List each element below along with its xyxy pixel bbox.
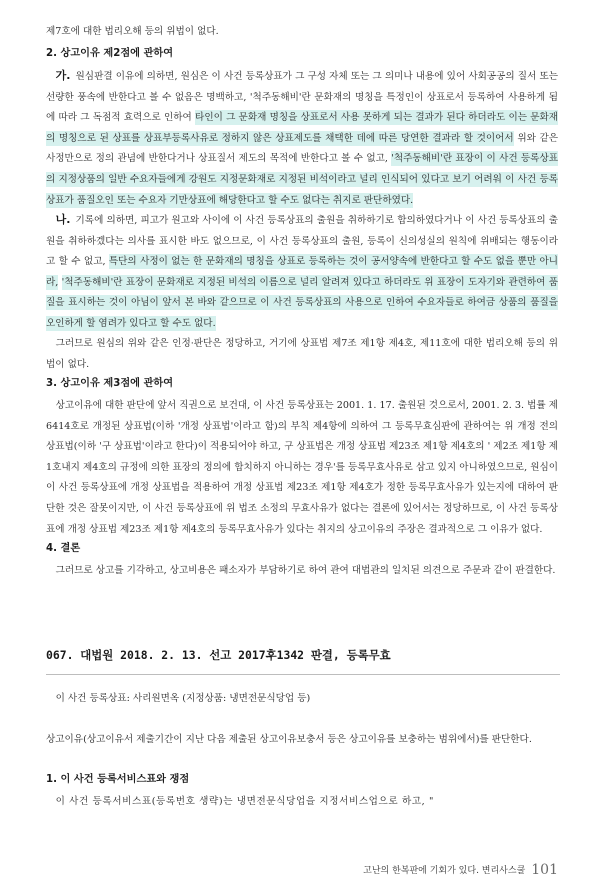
footer-text: 고난의 한복판에 기회가 있다. 변리사스쿨 <box>363 866 526 876</box>
paragraph-ga-text-a: 원심판결 이유에 의하면, 원심은 이 사건 등록상표가 그 구성 자체 또는 그 의미나 내용에 있어 사회공공의 질서 또는 선량한 풍속에 반한다고 볼 수 없음은 명백하고, '척주동해비'란 문화재의 명칭을 특정인이 상표로서 등록하여 사용하게 됨에 따라 그 독점적 효력으로 인하여 <box>46 71 558 124</box>
page-footer <box>363 862 558 878</box>
case-text-last-line: 이 사건 등록서비스표(등록번호 생략)는 냉면전문식당업을 지정서비스업으로 하고, " <box>55 796 434 807</box>
highlighted-passage-1: 타인이 그 문화재 명칭을 상표로서 사용 못하게 되는 결과가 된다 하더라도 이는 문화재의 명칭으로 된 상표를 상표부등록사유로 정하지 않은 상표제도를 채택한 데에 따른 당연한 결과라 할 것이어서 <box>46 112 558 144</box>
sub-heading-1: 1. 이 사건 등록서비스표와 쟁점 <box>46 774 190 785</box>
section-3-heading: 3. 상고이유 제3점에 관하여 <box>46 378 174 389</box>
section-2-conclusion: 그러므로 원심의 위와 같은 인정·판단은 정당하고, 거기에 상표법 제7조 제1항 제4호, 제11호에 대한 법리오해 등의 위법이 없다. <box>46 338 558 370</box>
grounds-intro: 상고이유(상고이유서 제출기간이 지난 다음 제출된 상고이유보충서 등은 상고이유를 보충하는 범위에서)를 판단한다. <box>46 734 532 745</box>
paragraph-ga-marker: 가. <box>55 69 71 82</box>
continued-text: 제7호에 대한 법리오해 등의 위법이 없다. <box>46 26 219 37</box>
case-subject: 이 사건 등록상표: 사리원면옥 (지정상품: 냉면전문식당업 등) <box>55 693 311 704</box>
section-2-heading: 2. 상고이유 제2점에 관하여 <box>46 48 174 59</box>
paragraph-ga-text-b: 위와 같은 사정만으로 정의 관념에 반한다거나 상표질서 제도의 목적에 반한다고 볼 수 없고, <box>46 132 559 165</box>
paragraph-na-text-a: 기록에 의하면, 피고가 원고와 사이에 이 사건 등록상표의 출원을 취하하기로 합의하였다거나 이 사건 등록상표의 출원을 취하하겠다는 의사를 표시한 바도 없으므로, 이 사건 등록상표의 출원, 등록이 신의성실의 원칙에 위배되는 행동이라고 할 수 없고, <box>46 215 558 268</box>
highlighted-passage-3: 특단의 사정이 없는 한 문화재의 명칭을 상표로 등록하는 것이 공서양속에 반한다고 할 수도 없을 뿐만 아니라, <box>46 256 558 288</box>
paragraph-na <box>46 210 558 335</box>
section-4-text: 그러므로 상고를 기각하고, 상고비용은 패소자가 부담하기로 하여 관여 대법관의 일치된 의견으로 주문과 같이 판결한다. <box>55 565 556 576</box>
case-title-divider <box>46 674 560 675</box>
highlighted-passage-2: '척주동해비'란 표장이 이 사건 등록상표의 지정상품의 일반 수요자들에게 강원도 지정문화재로 지정된 비석이라고 널리 인식되어 있다고 보기 어려워 이 사건 등록상표가 품질오인 또는 수요자 기만상표에 해당한다고 할 수도 없다는 취지로 판단하였다. <box>46 153 558 206</box>
section-4-heading: 4. 결론 <box>46 543 81 554</box>
highlighted-passage-4: '척주동해비'란 표장이 문화재로 지정된 비석의 이름으로 널리 알려져 있다고 하더라도 위 표장이 도자기와 관련하여 품질을 표시하는 것이 아님이 앞서 본 바와 같으므로 이 사건 등록상표의 사용으로 인하여 수요자들로 하여금 상품의 품질을 오인하게 할 염려가 있다고 할 수도 없다. <box>46 276 558 329</box>
case-title: 067. 대법원 2018. 2. 13. 선고 2017후1342 판결, 등록무효 <box>46 648 391 662</box>
paragraph-ga <box>46 66 558 211</box>
page-number: 101 <box>531 862 558 878</box>
paragraph-na-marker: 나. <box>55 213 71 226</box>
section-3-text: 상고이유에 대한 판단에 앞서 직권으로 보건대, 이 사건 등록상표는 2001. 1. 17. 출원된 것으로서, 2001. 2. 3. 법률 제6414호로 개정된 상표법(이하 '개정 상표법'이라고 함)의 부칙 제4항에 의하여 그 등록무효심판에 관하여는 위 개정 전의 상표법(이하 '구 상표법'이라고 한다)이 적용되어야 하고, 구 상표법은 개정 상표법 제23조 제1항 제4호의 ' 제2조 제1항 제1호내지 제4호의 규정에 의한 표장의 정의에 합치하지 아니하는 경우'를 등록무효사유로 삼고 있지 아니하였으므로, 원심이 이 사건 등록상표에 개정 상표법을 적용하여 개정 상표법 제23조 제1항 제4호가 정한 등록무효사유가 있는지에 대하여 판단한 것은 잘못이지만, 이 사건 등록상표에 위 법조 소정의 무효사유가 없다는 결론에 있어서는 정당하므로, 이 사건 등록상표에 개정 상표법 제23조 제1항 제4호의 등록무효사유가 있다는 취지의 상고이유의 주장은 결과적으로 그 이유가 없다. <box>46 400 558 535</box>
